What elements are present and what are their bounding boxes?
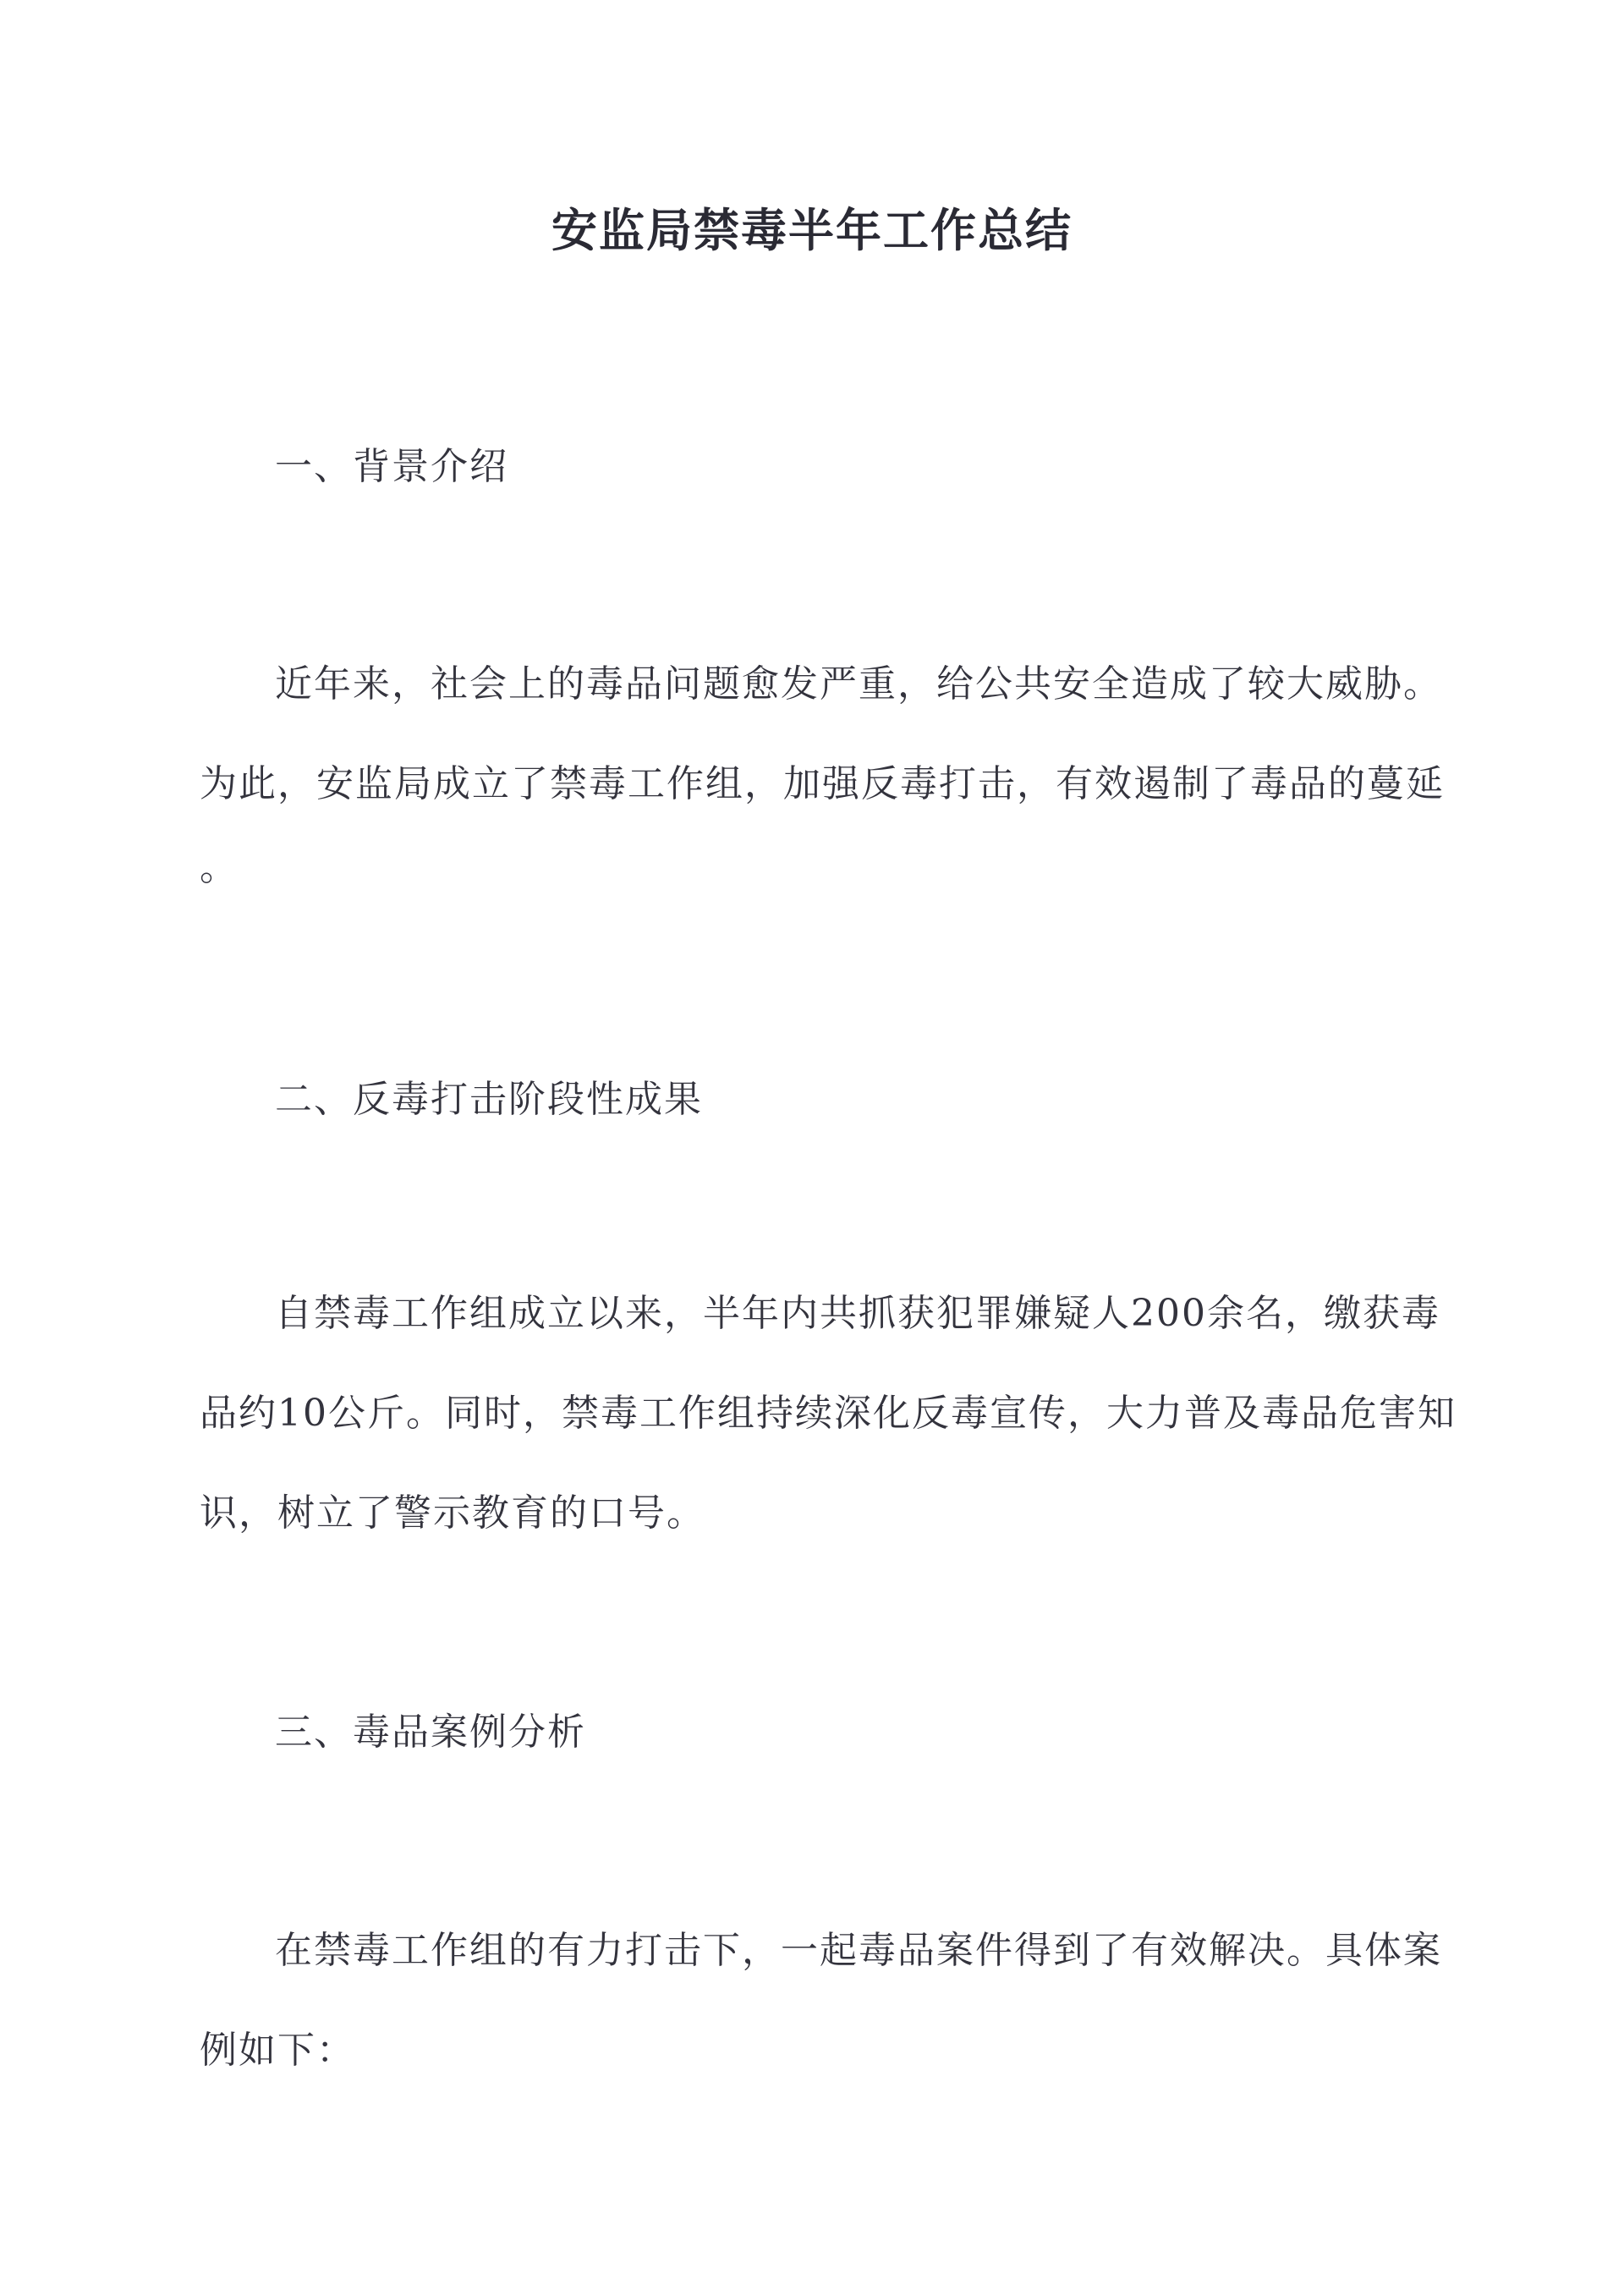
paragraph-line: 为此，安监局成立了禁毒工作组，加强反毒打击，有效遏制了毒品的蔓延 bbox=[200, 762, 1445, 805]
paragraph-line: 例如下： bbox=[200, 2029, 355, 2072]
document-title: 安监局禁毒半年工作总结 bbox=[551, 203, 1073, 257]
paragraph-line: 。 bbox=[200, 846, 239, 889]
section-paragraph-achievements bbox=[200, 1264, 1457, 1563]
paragraph-line: 识，树立了警示教育的口号。 bbox=[200, 1491, 705, 1535]
section-heading-achievements: 二、反毒打击阶段性成果 bbox=[275, 1078, 703, 1121]
paragraph-line: 自禁毒工作组成立以来，半年内共抓获犯罪嫌疑人200余名，缴获毒 bbox=[275, 1292, 1440, 1335]
section-heading-background: 一、背景介绍 bbox=[275, 445, 508, 488]
paragraph-line: 近年来，社会上的毒品问题愈发严重，给公共安全造成了较大威胁。 bbox=[275, 662, 1442, 706]
paragraph-line: 在禁毒工作组的有力打击下，一起毒品案件得到了有效解决。具体案 bbox=[275, 1929, 1442, 1972]
section-paragraph-case-analysis bbox=[200, 1901, 1442, 2101]
section-heading-case-analysis: 三、毒品案例分析 bbox=[275, 1711, 586, 1754]
section-paragraph-background bbox=[200, 634, 1445, 902]
paragraph-line: 品约10公斤。同时，禁毒工作组持续深化反毒宣传，大力普及毒品危害知 bbox=[200, 1392, 1457, 1435]
